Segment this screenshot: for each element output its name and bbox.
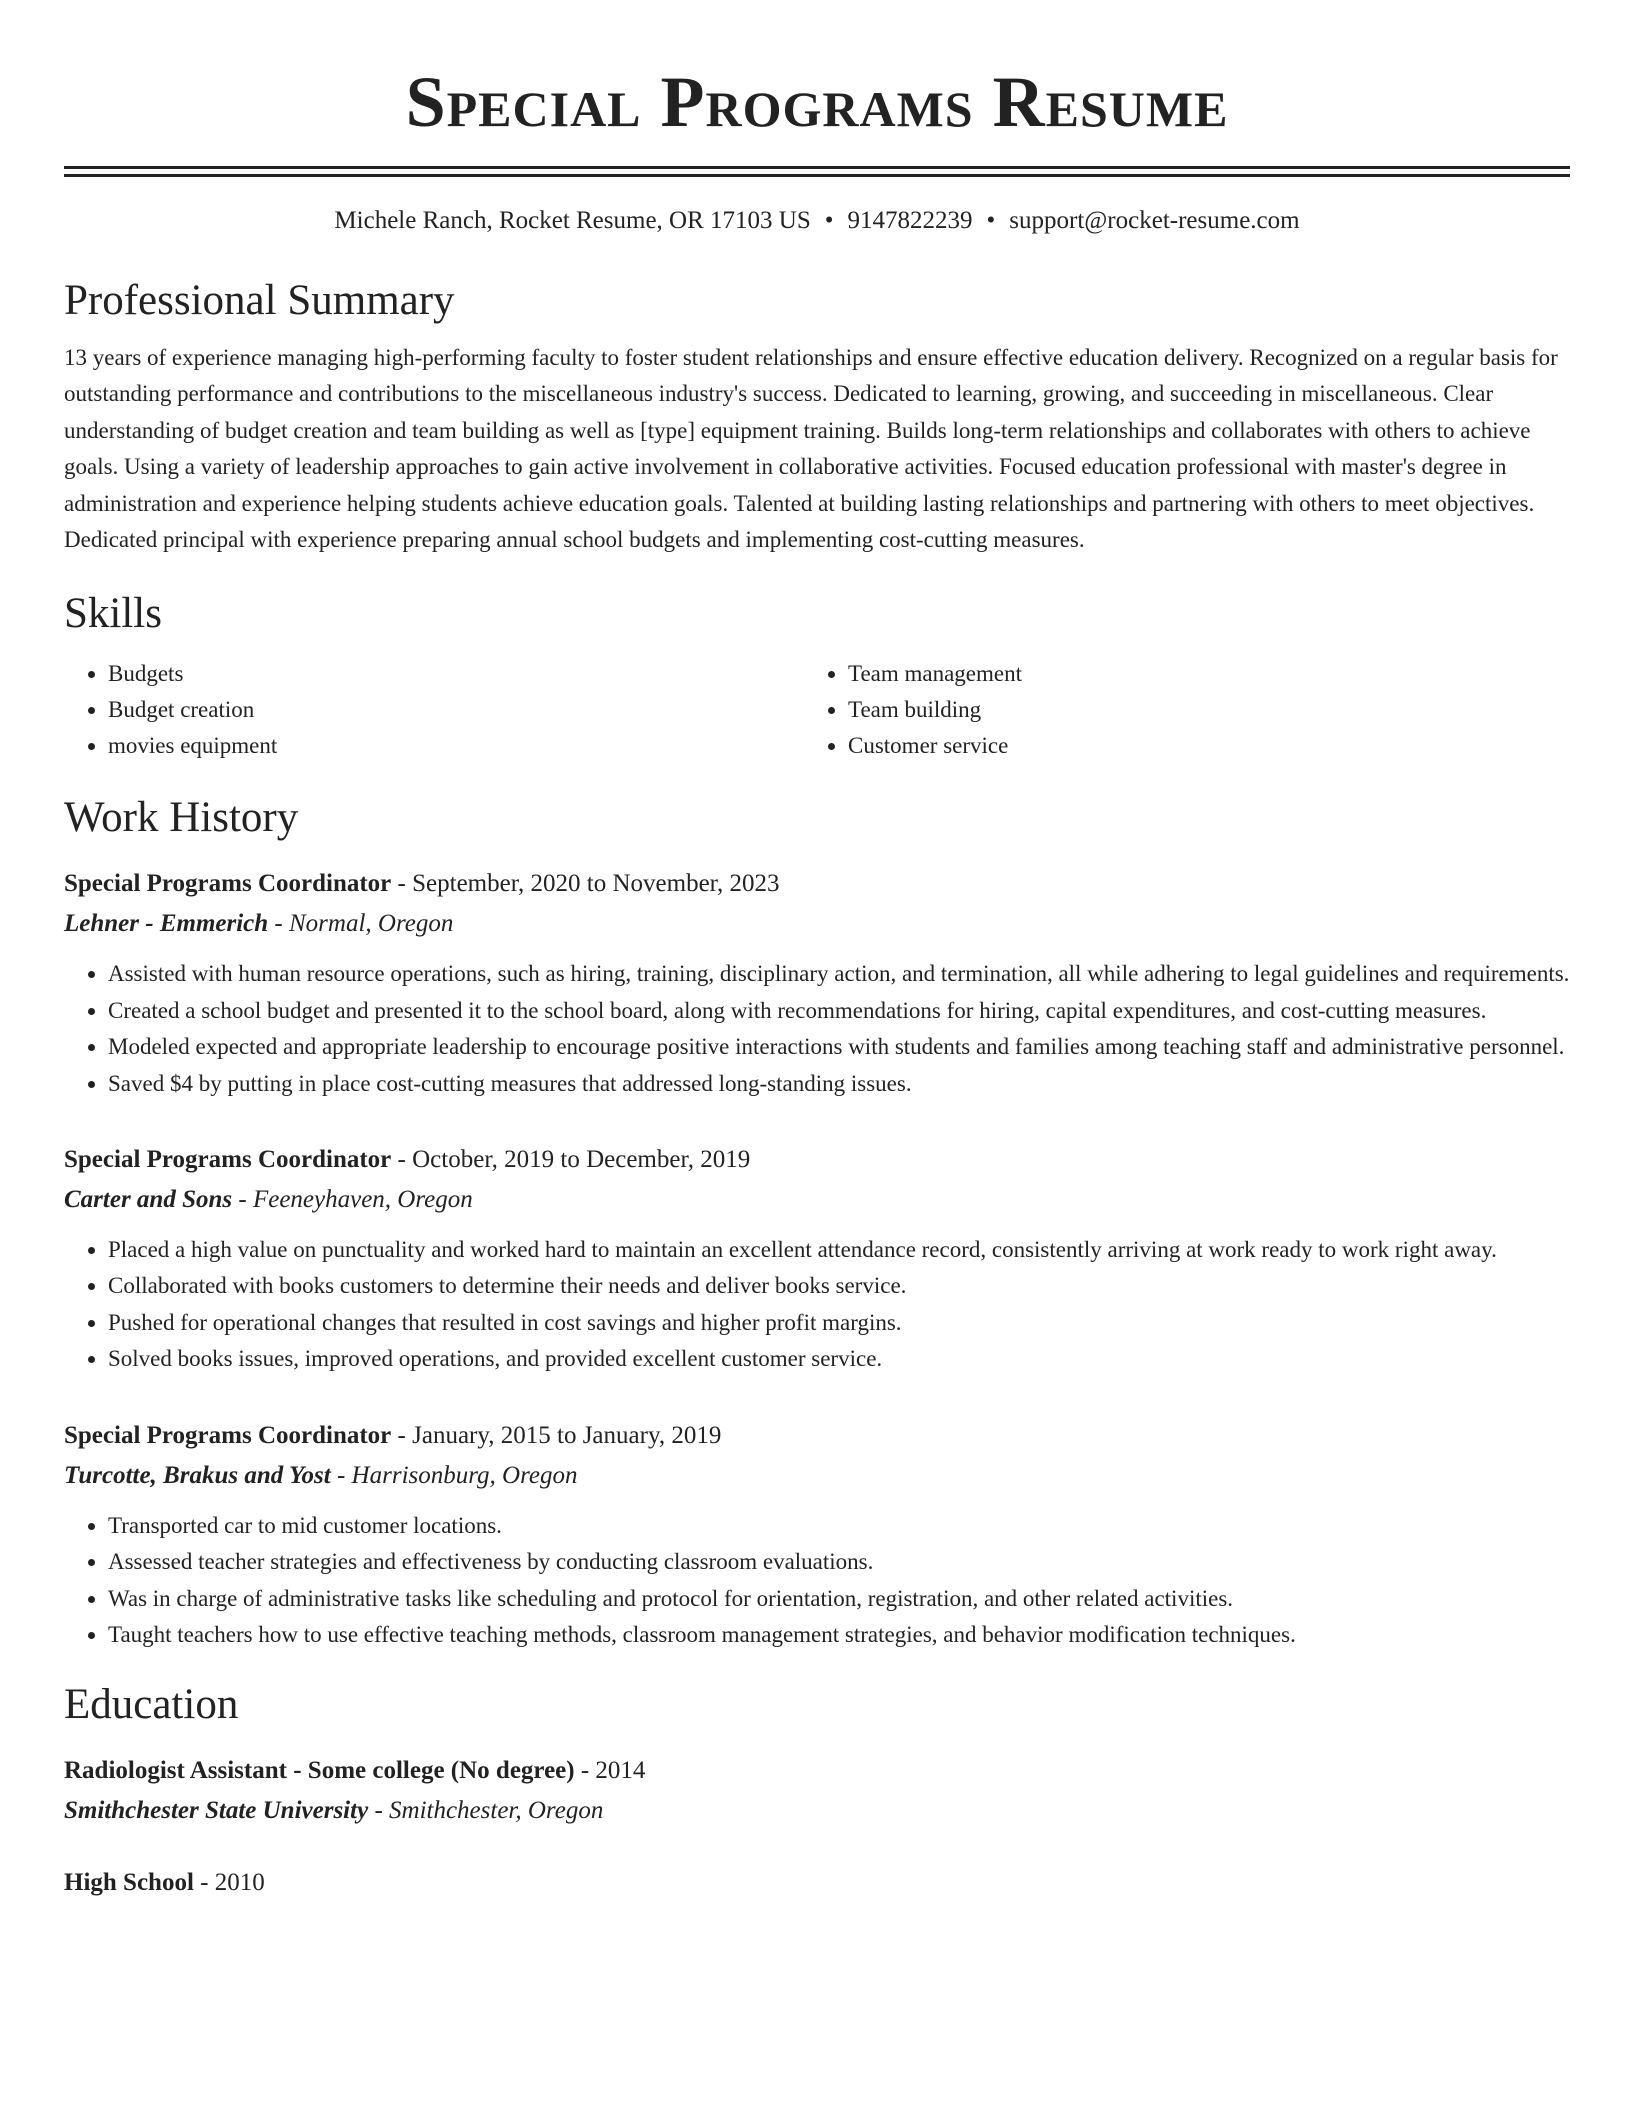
professional-summary-section xyxy=(64,275,1570,558)
education-degree: Radiologist Assistant - Some college (No degree) xyxy=(64,1757,575,1785)
job-dates: - January, 2015 to January, 2019 xyxy=(391,1421,722,1449)
skill-item: • Customer service xyxy=(848,728,1548,764)
education-degree-line xyxy=(64,1751,1570,1791)
job-entry xyxy=(64,1140,1570,1378)
education-degree-line xyxy=(64,1863,1570,1903)
contact-separator: • xyxy=(986,207,996,234)
contact-email: support@rocket-resume.com xyxy=(1009,207,1300,234)
section-heading-summary: Professional Summary xyxy=(64,277,455,324)
skills-column-right xyxy=(848,656,1548,764)
contact-separator: • xyxy=(824,207,834,234)
section-heading-skills: Skills xyxy=(64,590,162,638)
section-heading-work-history: Work History xyxy=(64,794,299,842)
job-bullet: • Assisted with human resource operations, such as hiring, training, disciplinary action, and termination, all while adhering to legal guidelines and requirements. xyxy=(108,956,1570,992)
education-year: - 2014 xyxy=(574,1757,646,1785)
job-title-line xyxy=(64,864,1570,904)
skills-grid xyxy=(64,656,1570,764)
job-company: Turcotte, Brakus and Yost xyxy=(64,1461,331,1489)
job-title: Special Programs Coordinator xyxy=(64,870,392,898)
job-dates: - October, 2019 to December, 2019 xyxy=(391,1146,751,1174)
skills-section xyxy=(64,588,1570,764)
skill-item: • Budgets xyxy=(108,656,808,692)
education-school-line xyxy=(64,1791,1570,1831)
section-heading-education: Education xyxy=(64,1681,239,1729)
contact-phone: 9147822239 xyxy=(847,207,973,234)
skills-column-left xyxy=(64,656,808,764)
skill-item: • Team management xyxy=(848,656,1548,692)
education-degree: High School xyxy=(64,1869,194,1897)
job-title-line xyxy=(64,1416,1570,1456)
summary-text: 13 years of experience managing high-performing faculty to foster student relationships and ensure effective education delivery. Recognized on a regular basis for outstanding performance and contributions to the miscellaneous industry's success. Dedicated to learning, growing, and succeeding in miscellaneous. Clear understanding of budget creation and team building as well as [type] equipment training. Builds long-term relationships and collaborates with others to achieve goals. Using a variety of leadership approaches to gain active involvement in collaborative activities. Focused education professional with master's degree in administration and experience helping students achieve education goals. Talented at building lasting relationships and partnering with others to meet objectives. Dedicated principal with experience preparing annual school budgets and implementing cost-cutting measures. xyxy=(64,345,1558,553)
job-company: Lehner - Emmerich xyxy=(64,910,269,938)
job-bullet: • Solved books issues, improved operations, and provided excellent customer service. xyxy=(108,1341,1570,1377)
job-title: Special Programs Coordinator xyxy=(64,1146,392,1174)
job-company-line xyxy=(64,1456,1570,1496)
skill-item: • movies equipment xyxy=(108,728,808,764)
job-entry xyxy=(64,864,1570,1102)
skill-item: • Budget creation xyxy=(108,692,808,728)
job-company-line xyxy=(64,1180,1570,1220)
job-bullet: • Was in charge of administrative tasks like scheduling and protocol for orientation, registration, and other related activities. xyxy=(108,1581,1570,1617)
job-bullet: • Transported car to mid customer locations. xyxy=(108,1508,1570,1544)
job-bullet: • Created a school budget and presented it to the school board, along with recommendations for hiring, capital expenditures, and cost-cutting measures. xyxy=(108,993,1570,1029)
job-company: Carter and Sons xyxy=(64,1186,233,1214)
education-entry xyxy=(64,1863,1570,1903)
job-title: Special Programs Coordinator xyxy=(64,1421,392,1449)
education-entry xyxy=(64,1751,1570,1831)
education-location: - Smithchester, Oregon xyxy=(368,1797,604,1825)
job-bullet: • Modeled expected and appropriate leadership to encourage positive interactions with students and families among teaching staff and administrative personnel. xyxy=(108,1029,1570,1065)
contact-line xyxy=(64,205,1570,237)
job-dates: - September, 2020 to November, 2023 xyxy=(391,870,780,898)
job-bullets xyxy=(64,1508,1570,1654)
work-history-section xyxy=(64,792,1570,1653)
job-bullet: • Assessed teacher strategies and effectiveness by conducting classroom evaluations. xyxy=(108,1544,1570,1580)
job-entry xyxy=(64,1416,1570,1654)
job-bullet: • Taught teachers how to use effective teaching methods, classroom management strategies, and behavior modification techniques. xyxy=(108,1617,1570,1653)
job-company-line xyxy=(64,904,1570,944)
job-bullet: • Placed a high value on punctuality and worked hard to maintain an excellent attendance record, consistently arriving at work ready to work right away. xyxy=(108,1232,1570,1268)
resume-page xyxy=(64,0,1570,1903)
resume-title: Special Programs Resume xyxy=(405,62,1229,142)
education-school: Smithchester State University xyxy=(64,1797,369,1825)
job-bullets xyxy=(64,1232,1570,1378)
title-divider-thin xyxy=(64,174,1570,177)
job-bullets xyxy=(64,956,1570,1102)
job-bullet: • Saved $4 by putting in place cost-cutting measures that addressed long-standing issues. xyxy=(108,1066,1570,1102)
education-section xyxy=(64,1679,1570,1903)
job-location: - Harrisonburg, Oregon xyxy=(330,1461,578,1489)
job-title-line xyxy=(64,1140,1570,1180)
skill-item: • Team building xyxy=(848,692,1548,728)
education-year: - 2010 xyxy=(193,1869,265,1897)
contact-address: Michele Ranch, Rocket Resume, OR 17103 US xyxy=(334,207,811,234)
job-bullet: • Pushed for operational changes that resulted in cost savings and higher profit margins. xyxy=(108,1305,1570,1341)
job-location: - Feeneyhaven, Oregon xyxy=(232,1186,473,1214)
job-location: - Normal, Oregon xyxy=(268,910,454,938)
job-bullet: • Collaborated with books customers to determine their needs and deliver books service. xyxy=(108,1268,1570,1304)
